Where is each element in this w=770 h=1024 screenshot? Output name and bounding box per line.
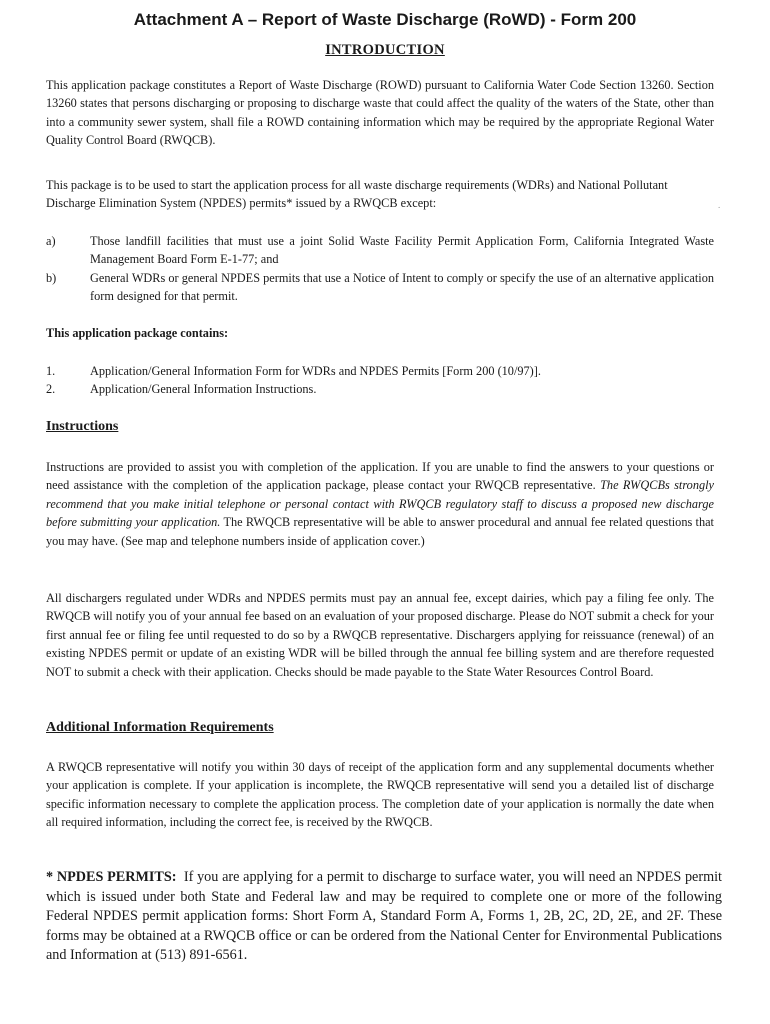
page-title: Attachment A – Report of Waste Discharge (RoWD) - Form 200: [133, 10, 637, 29]
scan-speck: .: [718, 200, 721, 210]
intro-paragraph-1: This application package constitutes a Report of Waste Discharge (ROWD) pursuant to California Water Code Section 13260. Section 13260 states that persons discharging or proposing to discharge waste that could affect the quality of the waters of the State, other than into a community sewer system, shall file a ROWD containing information which may be required by the appropriate Regional Water Quality Control Board (RWQCB).: [46, 78, 714, 148]
npdes-text: If you are applying for a permit to discharge to surface water, you will need an NPDES permit which is issued under both State and Federal law and may be required to complete one or more of the following Federal NPDES permit application forms: Short Form A, Standard Form A, Forms 1, 2B, 2C, 2D, 2E, and 2F. These forms may be obtained at a RWQCB office or can be ordered from the National Center for Environmental Publications and Information at (513) 891-6561.: [46, 869, 722, 964]
npdes-label: * NPDES PERMITS:: [46, 869, 177, 885]
list-marker: b): [46, 271, 57, 285]
additional-info-heading: Additional Information Requirements: [46, 720, 274, 735]
instructions-heading: Instructions: [46, 419, 119, 434]
instructions-text-italic: The RWQCBs strongly recommend that you make initial telephone or personal contact with RWQCB regulatory staff to discuss a proposed new discharge before submitting your application.: [46, 478, 715, 530]
list-marker: 2.: [46, 382, 56, 396]
instructions-paragraph-2: All dischargers regulated under WDRs and NPDES permits must pay an annual fee, except dairies, which pay a filing fee only. The RWQCB will notify you of your annual fee based on an evaluation of your proposed discharge. Please do NOT submit a check for your first annual fee or filing fee until requested to do so by a RWQCB representative. Dischargers applying for reissuance (renewal) of an existing NPDES permit or update of an existing WDR will be billed through the annual fee billing system and are therefore requested NOT to submit a check with their application. Checks should be made payable to the State Water Resources Control Board.: [46, 591, 714, 679]
instructions-text-a: Instructions are provided to assist you with completion of the application. If you are unable to find the answers to your questions or need assistance with the completion of the application package, please contact your RWQCB representative.: [46, 460, 714, 493]
instructions-text-b: The RWQCB representative will be able to answer procedural and annual fee related questions that you may have. (See map and telephone numbers inside of application cover.): [46, 515, 714, 548]
list-text: General WDRs or general NPDES permits that use a Notice of Intent to comply or specify the use of an alternative application form designed for that permit.: [90, 271, 714, 304]
introduction-heading: INTRODUCTION: [325, 42, 445, 58]
contains-label: This application package contains:: [46, 326, 229, 340]
additional-info-paragraph: A RWQCB representative will notify you within 30 days of receipt of the application form and any supplemental documents whether your application is complete. If your application is incomplete, the RWQCB representative will send you a detailed list of discharge specific information necessary to complete the application process. The completion date of your application is normally the date when all required information, including the correct fee, is received by the RWQCB.: [46, 760, 714, 830]
list-marker: a): [46, 234, 56, 248]
list-text: Application/General Information Instructions.: [90, 382, 317, 396]
list-marker: 1.: [46, 364, 56, 378]
npdes-permits-paragraph: [46, 868, 722, 966]
instructions-paragraph-1: [46, 458, 714, 550]
intro-paragraph-2: This package is to be used to start the application process for all waste discharge requirements (WDRs) and National Pollutant Discharge Elimination System (NPDES) permits* issued by a RWQCB except:: [46, 178, 668, 211]
list-text: Application/General Information Form for WDRs and NPDES Permits [Form 200 (10/97)].: [90, 364, 541, 378]
list-text: Those landfill facilities that must use a joint Solid Waste Facility Permit Application Form, California Integrated Waste Management Board Form E-1-77; and: [90, 234, 714, 267]
